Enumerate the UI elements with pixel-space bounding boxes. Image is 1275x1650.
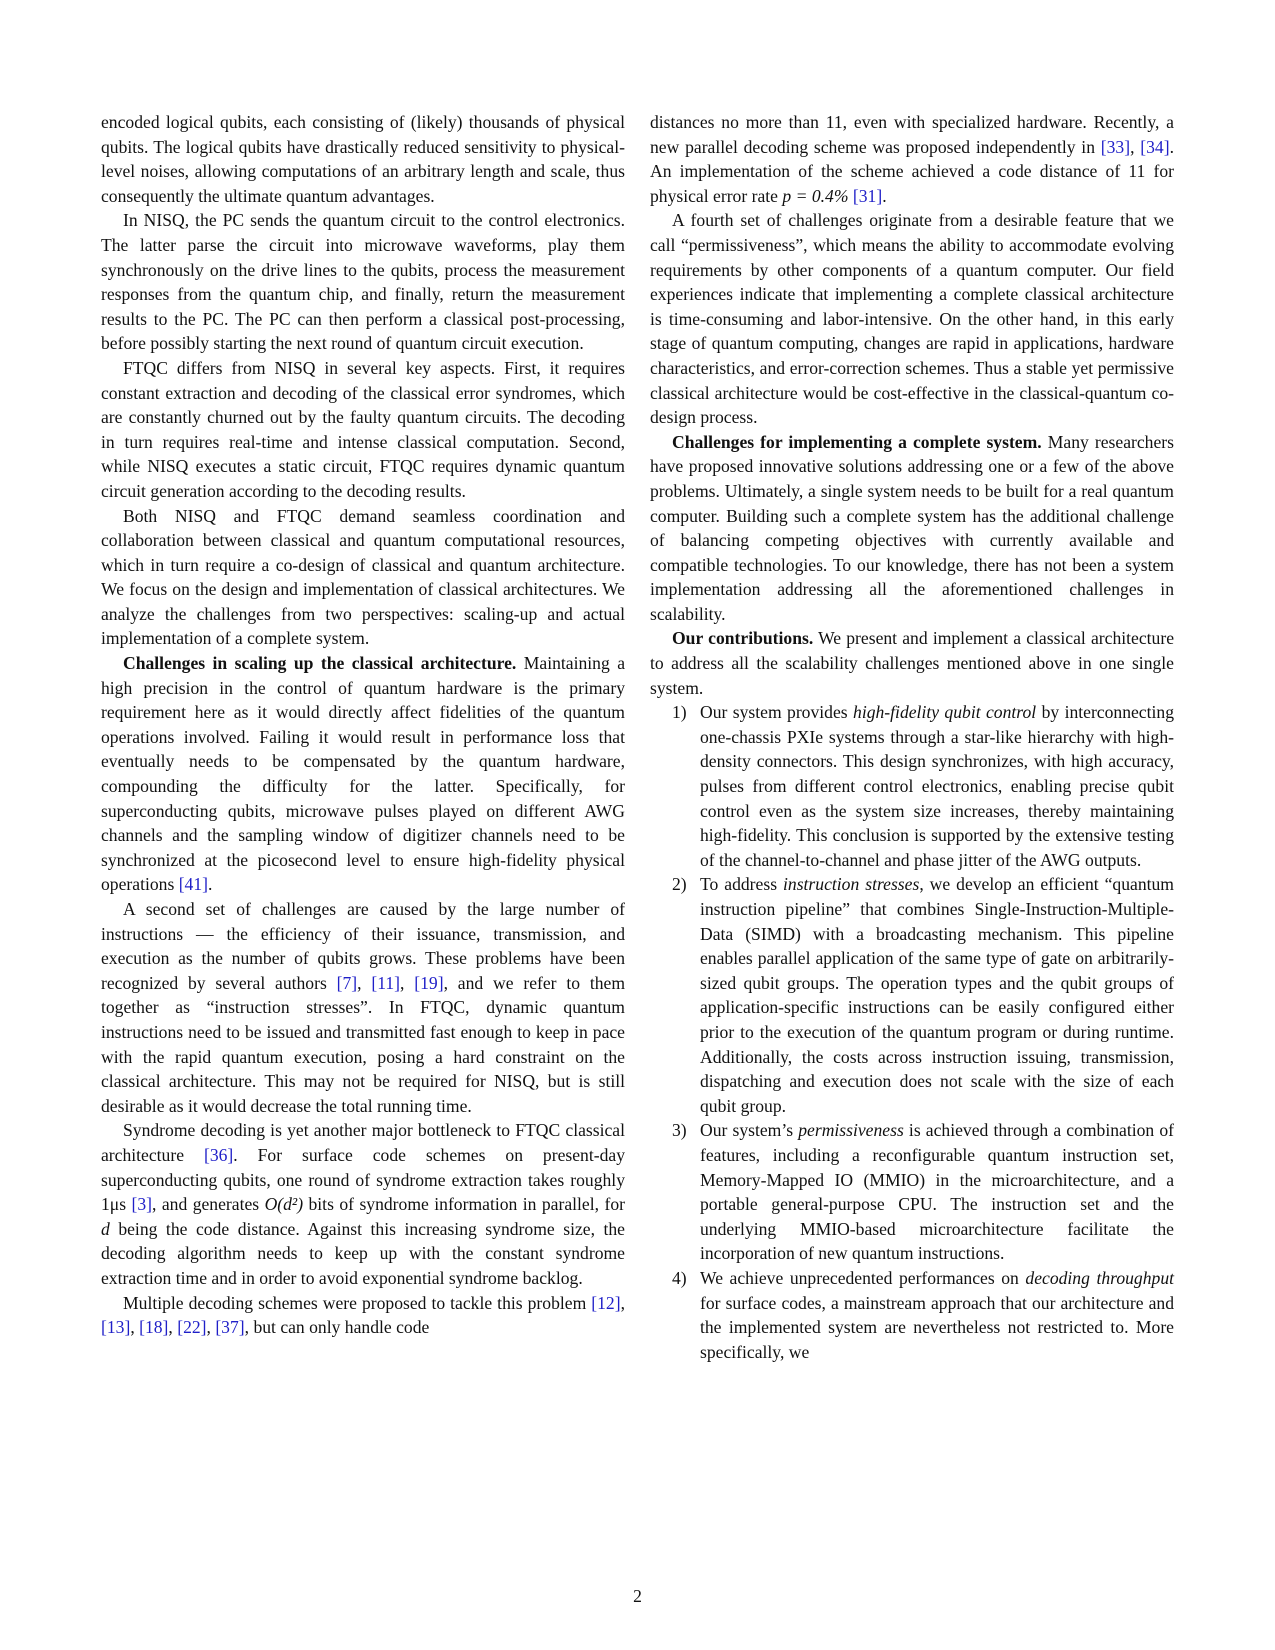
emphasis: decoding throughput: [1025, 1267, 1174, 1288]
left-column: [101, 110, 625, 1340]
list-item: [650, 872, 1174, 1118]
paragraph-text: Maintaining a high precision in the control of quantum hardware is the primary requirement here as it would directly affect fidelities of the quantum operations involved. Failing it would result in performance loss that eventually needs to be compensated by the quantum hardware, compounding the difficulty for the latter. Specifically, for superconducting qubits, microwave pulses played on different AWG channels and the sampling window of digitizer channels need to be synchronized at the picosecond level to ensure high-fidelity physical operations: [101, 653, 626, 895]
citation-link[interactable]: [18]: [139, 1317, 169, 1338]
paragraph-text: , and generates: [152, 1194, 265, 1215]
list-number: 4): [672, 1267, 687, 1288]
paragraph: encoded logical qubits, each consisting of (likely) thousands of physical qubits. The logical qubits have drastically reduced sensitivity to physical-level noises, allowing computations of an arbitrary length and scale, thus consequently the ultimate quantum advantages.: [101, 112, 625, 206]
citation-link[interactable]: [19]: [414, 972, 444, 993]
math-variable: d: [101, 1218, 110, 1239]
paragraph-contributions: [650, 626, 1174, 700]
citation-link[interactable]: [36]: [203, 1144, 234, 1165]
math-expression: p = 0.4%: [782, 185, 849, 206]
punctuation: .: [882, 185, 887, 206]
list-text: We achieve unprecedented performances on: [700, 1267, 1026, 1288]
run-in-heading: Challenges in scaling up the classical architecture.: [123, 653, 517, 674]
run-in-heading: Challenges for implementing a complete system.: [672, 431, 1042, 452]
citation-link[interactable]: [31]: [852, 185, 883, 206]
paragraph-text: being the code distance. Against this increasing syndrome size, the decoding algorithm needs to keep up with the constant syndrome extraction time and in order to avoid exponential syndrome backlog.: [101, 1218, 625, 1288]
punctuation: .: [208, 874, 213, 895]
paragraph-text: . An implementation of the scheme achieved a code distance of 11 for physical error rate: [650, 136, 1174, 206]
paragraph-text: We present and implement a classical architecture to address all the scalability challenges mentioned above in one single system.: [650, 628, 1175, 698]
punctuation: ,: [168, 1317, 178, 1338]
contributions-list: [650, 700, 1174, 1364]
citation-link[interactable]: [34]: [1140, 136, 1170, 157]
citation-link[interactable]: [12]: [591, 1292, 621, 1313]
right-column: [650, 110, 1174, 1364]
list-item: [650, 1118, 1174, 1266]
list-text: for surface codes, a mainstream approach that our architecture and the implemented system are nevertheless not restricted to. More specifically, we: [700, 1292, 1174, 1362]
list-item: [650, 700, 1174, 872]
paragraph-text: distances no more than 11, even with specialized hardware. Recently, a new parallel decoding scheme was proposed independently in: [650, 112, 1174, 157]
emphasis: permissiveness: [798, 1120, 904, 1141]
paragraph-text: bits of syndrome information in parallel, for: [303, 1194, 625, 1215]
emphasis: instruction stresses: [783, 874, 920, 895]
list-item: [650, 1266, 1174, 1364]
citation-link[interactable]: [13]: [101, 1317, 131, 1338]
paragraph-text: Syndrome decoding is yet another major bottleneck to FTQC classical architecture: [101, 1120, 625, 1165]
list-number: 2): [672, 874, 687, 895]
punctuation: ,: [400, 972, 415, 993]
citation-link[interactable]: [7]: [336, 972, 358, 993]
punctuation: ,: [620, 1292, 625, 1313]
paragraph-parallel-decoding: [650, 110, 1174, 208]
run-in-heading: Our contributions.: [672, 628, 814, 649]
paragraph-text: , and we refer to them together as “instruction stresses”. In FTQC, dynamic quantum instructions need to be issued and transmitted fast enough to keep in pace with the rapid quantum execution, posing a hard constraint on the classical architecture. This may not be required for NISQ, but is still desirable as it would decrease the total running time.: [101, 972, 626, 1116]
paragraph-text: A second set of challenges are caused by the large number of instructions — the efficiency of their issuance, transmission, and execution as the number of qubits grows. These problems have been recognized by several authors: [101, 899, 625, 993]
list-text: To address: [700, 874, 784, 895]
paragraph-scaling-challenges: [101, 651, 625, 897]
list-number: 1): [672, 702, 687, 723]
paragraph-text: , but can only handle code: [244, 1317, 430, 1338]
citation-link[interactable]: [33]: [1100, 136, 1131, 157]
citation-link[interactable]: [37]: [215, 1317, 245, 1338]
paragraph: Both NISQ and FTQC demand seamless coordination and collaboration between classical and quantum computational resources, which in turn require a co-design of classical and quantum architecture. We focus on the design and implementation of classical architectures. We analyze the challenges from two perspectives: scaling-up and actual implementation of a complete system.: [101, 505, 625, 649]
paragraph-text: Many researchers have proposed innovative solutions addressing one or a few of the above problems. Ultimately, a single system needs to be built for a real quantum computer. Building such a complete system has the additional challenge of balancing competing objectives with currently available and compatible technologies. To our knowledge, there has not been a system implementation addressing all the aforementioned challenges in scalability.: [650, 431, 1174, 624]
paragraph-system-challenges: [650, 430, 1174, 627]
paragraph: A fourth set of challenges originate from a desirable feature that we call “permissiveness”, which means the ability to accommodate evolving requirements by other components of a quantum computer. Our field experiences indicate that implementing a complete classical architecture is time-consuming and labor-intensive. On the other hand, in this early stage of quantum computing, changes are rapid in applications, hardware characteristics, and error-correction schemes. Thus a stable yet permissive classical architecture would be cost-effective in the classical-quantum co-design process.: [650, 210, 1174, 428]
citation-link[interactable]: [11]: [371, 972, 401, 993]
citation-link[interactable]: [3]: [131, 1194, 153, 1215]
page-number: 2: [633, 1586, 642, 1606]
paragraph-syndrome-decoding: [101, 1118, 625, 1290]
punctuation: ,: [130, 1317, 140, 1338]
list-number: 3): [672, 1120, 687, 1141]
list-text: by interconnecting one-chassis PXIe systems through a star-like hierarchy with high-density connectors. This design synchronizes, with high accuracy, pulses from different control electronics, enabling precise qubit control even as the system size increases, thereby maintaining high-fidelity. This conclusion is supported by the extensive testing of the channel-to-channel and phase jitter of the AWG outputs.: [700, 702, 1174, 870]
punctuation: ,: [206, 1317, 216, 1338]
paragraph: FTQC differs from NISQ in several key aspects. First, it requires constant extraction and decoding of the classical error syndromes, which are constantly churned out by the faulty quantum circuits. The decoding in turn requires real-time and intense classical computation. Second, while NISQ executes a static circuit, FTQC requires dynamic quantum circuit generation according to the decoding results.: [101, 357, 625, 501]
punctuation: ,: [1130, 136, 1141, 157]
punctuation: ,: [357, 972, 372, 993]
citation-link[interactable]: [41]: [178, 874, 208, 895]
paragraph: In NISQ, the PC sends the quantum circuit to the control electronics. The latter parse the circuit into microwave waveforms, play them synchronously on the drive lines to the qubits, process the measurement responses from the quantum chip, and finally, return the measurement results to the PC. The PC can then perform a classical post-processing, before possibly starting the next round of quantum circuit execution.: [101, 210, 625, 354]
paragraph-text: . For surface code schemes on present-day superconducting qubits, one round of syndrome extraction takes roughly 1μs: [101, 1144, 626, 1215]
emphasis: high-fidelity qubit control: [853, 702, 1037, 723]
list-text: Our system provides: [700, 702, 854, 723]
paragraph-decoding-schemes: [101, 1291, 625, 1340]
citation-link[interactable]: [22]: [177, 1317, 207, 1338]
paragraph-instruction-stresses: [101, 897, 625, 1118]
list-text: Our system’s: [700, 1120, 799, 1141]
list-text: , we develop an efficient “quantum instruction pipeline” that combines Single-Instruction-Multiple-Data (SIMD) with a broadcasting mechanism. This pipeline enables parallel application of the same type of gate on arbitrarily-sized qubit groups. The operation types and the qubit groups of application-specific instructions can be easily configured either prior to the execution of the quantum program or during runtime. Additionally, the costs across instruction issuing, transmission, dispatching and execution does not scale with the size of each qubit group.: [700, 874, 1174, 1116]
paragraph-text: Multiple decoding schemes were proposed to tackle this problem: [123, 1292, 592, 1313]
list-text: is achieved through a combination of features, including a reconfigurable quantum instruction set, Memory-Mapped IO (MMIO) in the microarchitecture, and a portable general-purpose CPU. The instruction set and the underlying MMIO-based microarchitecture facilitate the incorporation of new quantum instructions.: [700, 1120, 1175, 1264]
math-expression: O(d²): [264, 1194, 304, 1215]
